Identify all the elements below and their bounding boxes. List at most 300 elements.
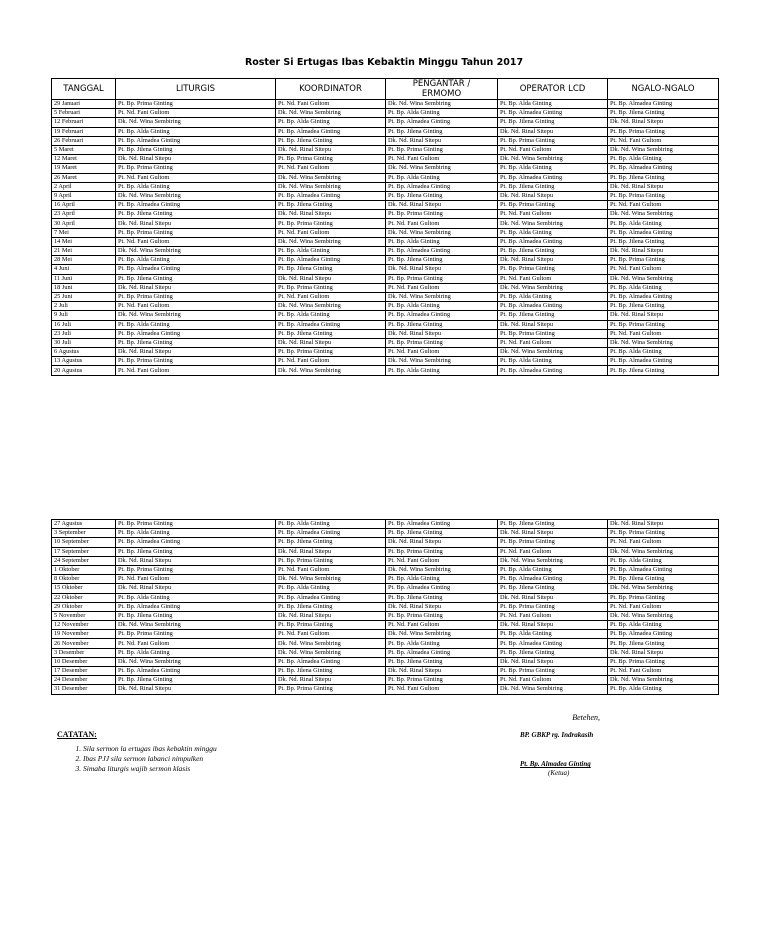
cell-pengantar: Dk. Nd. Rinal Sitepu — [386, 265, 498, 274]
table-row — [52, 100, 719, 109]
table-row — [52, 292, 719, 301]
cell-liturgis: Pt. Bp. Alda Ginting — [116, 182, 276, 191]
table-row — [52, 274, 719, 283]
cell-koordinator: Dk. Nd. Rinal Sitepu — [276, 210, 386, 219]
cell-tanggal: 28 Mei — [52, 256, 116, 265]
table-row — [52, 228, 719, 237]
cell-pengantar: Pt. Bp. Almadea Ginting — [386, 118, 498, 127]
table-row — [52, 320, 719, 329]
cell-tanggal: 20 Agustus — [52, 366, 116, 375]
table-row — [52, 145, 719, 154]
cell-pengantar: Pt. Bp. Jilena Ginting — [386, 191, 498, 200]
cell-tanggal: 6 Agustus — [52, 348, 116, 357]
cell-operator-lcd: Pt. Bp. Prima Ginting — [498, 329, 608, 338]
cell-koordinator: Dk. Nd. Rinal Sitepu — [276, 547, 386, 556]
cell-koordinator: Pt. Bp. Jilena Ginting — [276, 201, 386, 210]
cell-tanggal: 19 November — [52, 630, 116, 639]
cell-ngalo-ngalo: Pt. Bp. Almadea Ginting — [608, 292, 719, 301]
cell-liturgis: Pt. Bp. Prima Ginting — [116, 357, 276, 366]
cell-ngalo-ngalo: Pt. Bp. Jilena Ginting — [608, 302, 719, 311]
cell-pengantar: Pt. Bp. Prima Ginting — [386, 676, 498, 685]
cell-operator-lcd: Pt. Bp. Alda Ginting — [498, 630, 608, 639]
cell-pengantar: Pt. Bp. Almadea Ginting — [386, 311, 498, 320]
cell-tanggal: 3 September — [52, 529, 116, 538]
cell-koordinator: Pt. Nd. Fani Gultom — [276, 630, 386, 639]
cell-pengantar: Dk. Nd. Wina Sembiring — [386, 164, 498, 173]
cell-tanggal: 5 November — [52, 611, 116, 620]
cell-ngalo-ngalo: Pt. Bp. Alda Ginting — [608, 219, 719, 228]
table-row — [52, 338, 719, 347]
cell-koordinator: Pt. Bp. Almadea Ginting — [276, 320, 386, 329]
cell-operator-lcd: Pt. Bp. Alda Ginting — [498, 228, 608, 237]
table-row — [52, 547, 719, 556]
cell-tanggal: 27 Agustus — [52, 520, 116, 529]
cell-koordinator: Pt. Bp. Jilena Ginting — [276, 602, 386, 611]
cell-tanggal: 5 Februari — [52, 109, 116, 118]
cell-ngalo-ngalo: Pt. Bp. Almadea Ginting — [608, 100, 719, 109]
cell-koordinator: Dk. Nd. Wina Sembiring — [276, 639, 386, 648]
cell-tanggal: 3 Desember — [52, 648, 116, 657]
table-row — [52, 210, 719, 219]
cell-pengantar: Pt. Bp. Almadea Ginting — [386, 182, 498, 191]
cell-tanggal: 16 Juli — [52, 320, 116, 329]
cell-liturgis: Pt. Bp. Jilena Ginting — [116, 210, 276, 219]
table-row — [52, 584, 719, 593]
table-row — [52, 538, 719, 547]
cell-ngalo-ngalo: Dk. Nd. Wina Sembiring — [608, 611, 719, 620]
cell-koordinator: Pt. Bp. Almadea Ginting — [276, 529, 386, 538]
organization-name: BP. GBKP rg. Indrakasih — [520, 731, 594, 739]
table-row — [52, 366, 719, 375]
cell-pengantar: Pt. Bp. Prima Ginting — [386, 547, 498, 556]
table-row — [52, 155, 719, 164]
cell-pengantar: Pt. Bp. Prima Ginting — [386, 210, 498, 219]
cell-pengantar: Dk. Nd. Wina Sembiring — [386, 357, 498, 366]
cell-pengantar: Pt. Bp. Alda Ginting — [386, 302, 498, 311]
cell-tanggal: 9 April — [52, 191, 116, 200]
cell-tanggal: 5 Maret — [52, 145, 116, 154]
cell-ngalo-ngalo: Dk. Nd. Rinal Sitepu — [608, 648, 719, 657]
cell-operator-lcd: Dk. Nd. Rinal Sitepu — [498, 320, 608, 329]
table-row — [52, 164, 719, 173]
table-row — [52, 630, 719, 639]
table-row — [52, 556, 719, 565]
cell-ngalo-ngalo: Pt. Bp. Prima Ginting — [608, 191, 719, 200]
cell-pengantar: Pt. Nd. Fani Gultom — [386, 155, 498, 164]
cell-operator-lcd: Dk. Nd. Wina Sembiring — [498, 556, 608, 565]
cell-liturgis: Dk. Nd. Wina Sembiring — [116, 247, 276, 256]
cell-pengantar: Pt. Nd. Fani Gultom — [386, 283, 498, 292]
cell-operator-lcd: Dk. Nd. Rinal Sitepu — [498, 593, 608, 602]
cell-operator-lcd: Pt. Nd. Fani Gultom — [498, 547, 608, 556]
cell-koordinator: Dk. Nd. Wina Sembiring — [276, 575, 386, 584]
cell-tanggal: 17 Desember — [52, 667, 116, 676]
cell-operator-lcd: Pt. Bp. Jilena Ginting — [498, 648, 608, 657]
cell-tanggal: 12 Februari — [52, 118, 116, 127]
cell-operator-lcd: Dk. Nd. Rinal Sitepu — [498, 127, 608, 136]
note-item: 2. Ibas PJJ sila sermon labanci nimpulken — [83, 754, 217, 764]
cell-tanggal: 1 Oktober — [52, 565, 116, 574]
cell-koordinator: Dk. Nd. Rinal Sitepu — [276, 676, 386, 685]
table-row — [52, 357, 719, 366]
cell-koordinator: Dk. Nd. Wina Sembiring — [276, 648, 386, 657]
cell-pengantar: Pt. Bp. Almadea Ginting — [386, 247, 498, 256]
cell-liturgis: Pt. Bp. Alda Ginting — [116, 648, 276, 657]
cell-operator-lcd: Dk. Nd. Rinal Sitepu — [498, 191, 608, 200]
cell-koordinator: Pt. Bp. Prima Ginting — [276, 621, 386, 630]
cell-koordinator: Pt. Bp. Jilena Ginting — [276, 265, 386, 274]
cell-ngalo-ngalo: Pt. Bp. Alda Ginting — [608, 155, 719, 164]
cell-operator-lcd: Pt. Bp. Almadea Ginting — [498, 237, 608, 246]
cell-tanggal: 19 Februari — [52, 127, 116, 136]
cell-liturgis: Pt. Bp. Prima Ginting — [116, 630, 276, 639]
table-row — [52, 118, 719, 127]
cell-ngalo-ngalo: Dk. Nd. Wina Sembiring — [608, 145, 719, 154]
cell-pengantar: Dk. Nd. Rinal Sitepu — [386, 538, 498, 547]
cell-ngalo-ngalo: Pt. Bp. Almadea Ginting — [608, 565, 719, 574]
cell-tanggal: 26 November — [52, 639, 116, 648]
table-row — [52, 283, 719, 292]
cell-operator-lcd: Pt. Nd. Fani Gultom — [498, 338, 608, 347]
cell-tanggal: 14 Mei — [52, 237, 116, 246]
cell-pengantar: Pt. Bp. Jilena Ginting — [386, 657, 498, 666]
cell-tanggal: 26 Maret — [52, 173, 116, 182]
cell-ngalo-ngalo: Pt. Nd. Fani Gultom — [608, 201, 719, 210]
cell-ngalo-ngalo: Dk. Nd. Wina Sembiring — [608, 584, 719, 593]
cell-ngalo-ngalo: Pt. Bp. Prima Ginting — [608, 529, 719, 538]
cell-liturgis: Pt. Bp. Jilena Ginting — [116, 338, 276, 347]
cell-pengantar: Dk. Nd. Wina Sembiring — [386, 100, 498, 109]
cell-tanggal: 29 Januari — [52, 100, 116, 109]
cell-operator-lcd: Dk. Nd. Rinal Sitepu — [498, 529, 608, 538]
table-row — [52, 621, 719, 630]
cell-liturgis: Pt. Bp. Almadea Ginting — [116, 538, 276, 547]
cell-tanggal: 2 April — [52, 182, 116, 191]
cell-koordinator: Pt. Bp. Prima Ginting — [276, 556, 386, 565]
cell-liturgis: Pt. Bp. Alda Ginting — [116, 593, 276, 602]
cell-liturgis: Pt. Bp. Alda Ginting — [116, 256, 276, 265]
table-row — [52, 329, 719, 338]
cell-operator-lcd: Pt. Bp. Alda Ginting — [498, 565, 608, 574]
cell-operator-lcd: Pt. Bp. Prima Ginting — [498, 265, 608, 274]
cell-ngalo-ngalo: Pt. Bp. Jilena Ginting — [608, 575, 719, 584]
cell-ngalo-ngalo: Dk. Nd. Rinal Sitepu — [608, 118, 719, 127]
table-row — [52, 520, 719, 529]
cell-ngalo-ngalo: Pt. Nd. Fani Gultom — [608, 538, 719, 547]
cell-operator-lcd: Pt. Bp. Almadea Ginting — [498, 575, 608, 584]
table-row — [52, 593, 719, 602]
cell-ngalo-ngalo: Dk. Nd. Wina Sembiring — [608, 274, 719, 283]
cell-ngalo-ngalo: Dk. Nd. Rinal Sitepu — [608, 311, 719, 320]
cell-operator-lcd: Pt. Bp. Jilena Ginting — [498, 247, 608, 256]
table-row — [52, 529, 719, 538]
table-row — [52, 311, 719, 320]
cell-operator-lcd: Pt. Bp. Prima Ginting — [498, 136, 608, 145]
cell-ngalo-ngalo: Pt. Bp. Prima Ginting — [608, 127, 719, 136]
cell-tanggal: 7 Mei — [52, 228, 116, 237]
cell-tanggal: 17 September — [52, 547, 116, 556]
cell-operator-lcd: Pt. Bp. Jilena Ginting — [498, 584, 608, 593]
cell-liturgis: Dk. Nd. Rinal Sitepu — [116, 219, 276, 228]
cell-ngalo-ngalo: Dk. Nd. Rinal Sitepu — [608, 247, 719, 256]
cell-tanggal: 2 Juli — [52, 302, 116, 311]
cell-tanggal: 16 April — [52, 201, 116, 210]
cell-pengantar: Pt. Bp. Jilena Ginting — [386, 320, 498, 329]
cell-koordinator: Dk. Nd. Rinal Sitepu — [276, 611, 386, 620]
cell-pengantar: Dk. Nd. Wina Sembiring — [386, 292, 498, 301]
cell-tanggal: 19 Maret — [52, 164, 116, 173]
cell-liturgis: Dk. Nd. Rinal Sitepu — [116, 685, 276, 694]
cell-koordinator: Pt. Bp. Almadea Ginting — [276, 191, 386, 200]
cell-operator-lcd: Pt. Bp. Prima Ginting — [498, 201, 608, 210]
cell-pengantar: Pt. Bp. Alda Ginting — [386, 575, 498, 584]
cell-pengantar: Pt. Bp. Alda Ginting — [386, 173, 498, 182]
cell-operator-lcd: Pt. Bp. Jilena Ginting — [498, 118, 608, 127]
table-row — [52, 136, 719, 145]
table-row — [52, 348, 719, 357]
cell-koordinator: Pt. Bp. Jilena Ginting — [276, 329, 386, 338]
cell-liturgis: Pt. Bp. Almadea Ginting — [116, 602, 276, 611]
cell-ngalo-ngalo: Pt. Bp. Almadea Ginting — [608, 164, 719, 173]
cell-operator-lcd: Pt. Nd. Fani Gultom — [498, 274, 608, 283]
cell-pengantar: Pt. Bp. Jilena Ginting — [386, 256, 498, 265]
cell-liturgis: Dk. Nd. Rinal Sitepu — [116, 155, 276, 164]
cell-pengantar: Dk. Nd. Rinal Sitepu — [386, 602, 498, 611]
cell-tanggal: 13 Agustus — [52, 357, 116, 366]
cell-ngalo-ngalo: Pt. Bp. Alda Ginting — [608, 283, 719, 292]
cell-liturgis: Dk. Nd. Wina Sembiring — [116, 191, 276, 200]
cell-koordinator: Pt. Bp. Prima Ginting — [276, 219, 386, 228]
cell-pengantar: Pt. Nd. Fani Gultom — [386, 621, 498, 630]
cell-pengantar: Pt. Bp. Prima Ginting — [386, 145, 498, 154]
cell-liturgis: Pt. Bp. Prima Ginting — [116, 100, 276, 109]
table-row — [52, 685, 719, 694]
cell-operator-lcd: Pt. Bp. Prima Ginting — [498, 667, 608, 676]
cell-tanggal: 10 September — [52, 538, 116, 547]
table-row — [52, 201, 719, 210]
cell-operator-lcd: Pt. Nd. Fani Gultom — [498, 210, 608, 219]
cell-liturgis: Dk. Nd. Wina Sembiring — [116, 621, 276, 630]
cell-ngalo-ngalo: Pt. Bp. Prima Ginting — [608, 256, 719, 265]
cell-operator-lcd: Pt. Nd. Fani Gultom — [498, 611, 608, 620]
cell-koordinator: Pt. Bp. Prima Ginting — [276, 685, 386, 694]
table-row — [52, 109, 719, 118]
cell-ngalo-ngalo: Pt. Bp. Jilena Ginting — [608, 366, 719, 375]
cell-koordinator: Dk. Nd. Wina Sembiring — [276, 182, 386, 191]
header-tanggal: TANGGAL — [52, 79, 116, 100]
cell-pengantar: Pt. Nd. Fani Gultom — [386, 556, 498, 565]
cell-liturgis: Pt. Bp. Jilena Ginting — [116, 676, 276, 685]
cell-tanggal: 8 Oktober — [52, 575, 116, 584]
table-row — [52, 265, 719, 274]
table-row — [52, 247, 719, 256]
table-row — [52, 575, 719, 584]
cell-pengantar: Pt. Bp. Jilena Ginting — [386, 593, 498, 602]
cell-liturgis: Pt. Bp. Jilena Ginting — [116, 547, 276, 556]
signer-role: (Ketua) — [548, 769, 570, 777]
cell-ngalo-ngalo: Pt. Bp. Jilena Ginting — [608, 639, 719, 648]
cell-operator-lcd: Dk. Nd. Rinal Sitepu — [498, 657, 608, 666]
cell-tanggal: 24 September — [52, 556, 116, 565]
cell-ngalo-ngalo: Pt. Bp. Jilena Ginting — [608, 173, 719, 182]
cell-liturgis: Dk. Nd. Wina Sembiring — [116, 118, 276, 127]
cell-operator-lcd: Pt. Bp. Almadea Ginting — [498, 366, 608, 375]
cell-liturgis: Dk. Nd. Wina Sembiring — [116, 311, 276, 320]
cell-operator-lcd: Pt. Bp. Almadea Ginting — [498, 173, 608, 182]
cell-tanggal: 4 Juni — [52, 265, 116, 274]
cell-operator-lcd: Dk. Nd. Rinal Sitepu — [498, 621, 608, 630]
cell-ngalo-ngalo: Dk. Nd. Wina Sembiring — [608, 676, 719, 685]
table-row — [52, 256, 719, 265]
cell-koordinator: Pt. Bp. Almadea Ginting — [276, 593, 386, 602]
cell-tanggal: 25 Juni — [52, 292, 116, 301]
cell-tanggal: 15 Oktober — [52, 584, 116, 593]
table-row — [52, 302, 719, 311]
cell-ngalo-ngalo: Dk. Nd. Rinal Sitepu — [608, 182, 719, 191]
signer-name: Pt. Bp. Almadea Ginting — [520, 760, 591, 768]
cell-operator-lcd: Pt. Bp. Prima Ginting — [498, 538, 608, 547]
cell-operator-lcd: Pt. Bp. Alda Ginting — [498, 292, 608, 301]
cell-liturgis: Dk. Nd. Rinal Sitepu — [116, 283, 276, 292]
cell-pengantar: Pt. Bp. Alda Ginting — [386, 237, 498, 246]
cell-tanggal: 30 Juli — [52, 338, 116, 347]
cell-koordinator: Pt. Nd. Fani Gultom — [276, 357, 386, 366]
cell-ngalo-ngalo: Dk. Nd. Wina Sembiring — [608, 338, 719, 347]
header-koordinator: KOORDINATOR — [276, 79, 386, 100]
cell-liturgis: Pt. Bp. Almadea Ginting — [116, 201, 276, 210]
cell-koordinator: Pt. Bp. Almadea Ginting — [276, 657, 386, 666]
cell-liturgis: Pt. Bp. Prima Ginting — [116, 228, 276, 237]
cell-ngalo-ngalo: Pt. Nd. Fani Gultom — [608, 667, 719, 676]
cell-ngalo-ngalo: Dk. Nd. Rinal Sitepu — [608, 520, 719, 529]
cell-tanggal: 9 Juli — [52, 311, 116, 320]
cell-koordinator: Pt. Nd. Fani Gultom — [276, 292, 386, 301]
cell-operator-lcd: Pt. Bp. Jilena Ginting — [498, 311, 608, 320]
cell-tanggal: 23 April — [52, 210, 116, 219]
cell-pengantar: Dk. Nd. Rinal Sitepu — [386, 329, 498, 338]
cell-pengantar: Pt. Nd. Fani Gultom — [386, 348, 498, 357]
table-row — [52, 191, 719, 200]
cell-liturgis: Pt. Bp. Jilena Ginting — [116, 611, 276, 620]
cell-pengantar: Dk. Nd. Wina Sembiring — [386, 228, 498, 237]
cell-operator-lcd: Dk. Nd. Wina Sembiring — [498, 685, 608, 694]
cell-ngalo-ngalo: Pt. Nd. Fani Gultom — [608, 136, 719, 145]
cell-liturgis: Pt. Bp. Prima Ginting — [116, 520, 276, 529]
cell-pengantar: Dk. Nd. Rinal Sitepu — [386, 201, 498, 210]
cell-tanggal: 30 April — [52, 219, 116, 228]
cell-liturgis: Pt. Nd. Fani Gultom — [116, 109, 276, 118]
cell-tanggal: 12 November — [52, 621, 116, 630]
cell-ngalo-ngalo: Pt. Bp. Almadea Ginting — [608, 630, 719, 639]
cell-koordinator: Pt. Bp. Prima Ginting — [276, 155, 386, 164]
cell-liturgis: Pt. Nd. Fani Gultom — [116, 639, 276, 648]
cell-koordinator: Pt. Bp. Alda Ginting — [276, 584, 386, 593]
cell-liturgis: Pt. Bp. Almadea Ginting — [116, 136, 276, 145]
cell-pengantar: Pt. Bp. Prima Ginting — [386, 338, 498, 347]
cell-liturgis: Pt. Bp. Almadea Ginting — [116, 667, 276, 676]
cell-tanggal: 11 Juni — [52, 274, 116, 283]
header-operator-lcd: OPERATOR LCD — [498, 79, 608, 100]
cell-koordinator: Pt. Bp. Jilena Ginting — [276, 136, 386, 145]
cell-ngalo-ngalo: Pt. Bp. Alda Ginting — [608, 621, 719, 630]
cell-liturgis: Dk. Nd. Rinal Sitepu — [116, 348, 276, 357]
cell-liturgis: Pt. Bp. Jilena Ginting — [116, 145, 276, 154]
cell-liturgis: Pt. Bp. Alda Ginting — [116, 529, 276, 538]
cell-koordinator: Pt. Bp. Alda Ginting — [276, 118, 386, 127]
cell-operator-lcd: Pt. Bp. Alda Ginting — [498, 357, 608, 366]
cell-liturgis: Pt. Nd. Fani Gultom — [116, 366, 276, 375]
cell-tanggal: 10 Desember — [52, 657, 116, 666]
cell-operator-lcd: Dk. Nd. Wina Sembiring — [498, 155, 608, 164]
cell-pengantar: Pt. Bp. Alda Ginting — [386, 366, 498, 375]
table-row — [52, 639, 719, 648]
cell-operator-lcd: Pt. Bp. Almadea Ginting — [498, 109, 608, 118]
cell-ngalo-ngalo: Pt. Bp. Jilena Ginting — [608, 109, 719, 118]
cell-pengantar: Pt. Bp. Alda Ginting — [386, 639, 498, 648]
cell-liturgis: Dk. Nd. Rinal Sitepu — [116, 556, 276, 565]
cell-liturgis: Pt. Nd. Fani Gultom — [116, 302, 276, 311]
cell-liturgis: Pt. Bp. Prima Ginting — [116, 292, 276, 301]
cell-ngalo-ngalo: Pt. Bp. Prima Ginting — [608, 657, 719, 666]
table-row — [52, 602, 719, 611]
cell-operator-lcd: Dk. Nd. Wina Sembiring — [498, 283, 608, 292]
cell-koordinator: Pt. Bp. Prima Ginting — [276, 348, 386, 357]
cell-operator-lcd: Dk. Nd. Rinal Sitepu — [498, 256, 608, 265]
cell-liturgis: Pt. Bp. Alda Ginting — [116, 320, 276, 329]
cell-operator-lcd: Dk. Nd. Wina Sembiring — [498, 219, 608, 228]
cell-koordinator: Dk. Nd. Wina Sembiring — [276, 237, 386, 246]
cell-liturgis: Dk. Nd. Rinal Sitepu — [116, 584, 276, 593]
cell-liturgis: Pt. Bp. Alda Ginting — [116, 127, 276, 136]
table-row — [52, 173, 719, 182]
cell-pengantar: Pt. Nd. Fani Gultom — [386, 685, 498, 694]
cell-pengantar: Pt. Bp. Prima Ginting — [386, 274, 498, 283]
cell-operator-lcd: Dk. Nd. Wina Sembiring — [498, 348, 608, 357]
cell-operator-lcd: Pt. Bp. Almadea Ginting — [498, 639, 608, 648]
place-text: Betehen, — [572, 713, 600, 722]
cell-koordinator: Pt. Bp. Alda Ginting — [276, 247, 386, 256]
table-row — [52, 219, 719, 228]
cell-koordinator: Pt. Bp. Almadea Ginting — [276, 127, 386, 136]
cell-ngalo-ngalo: Pt. Bp. Prima Ginting — [608, 320, 719, 329]
cell-operator-lcd: Pt. Bp. Almadea Ginting — [498, 302, 608, 311]
cell-ngalo-ngalo: Pt. Bp. Prima Ginting — [608, 593, 719, 602]
cell-pengantar: Pt. Bp. Almadea Ginting — [386, 648, 498, 657]
roster-table-part1 — [51, 78, 719, 376]
cell-pengantar: Dk. Nd. Rinal Sitepu — [386, 136, 498, 145]
cell-koordinator: Pt. Nd. Fani Gultom — [276, 164, 386, 173]
cell-liturgis: Pt. Nd. Fani Gultom — [116, 237, 276, 246]
cell-tanggal: 18 Juni — [52, 283, 116, 292]
cell-ngalo-ngalo: Pt. Bp. Alda Ginting — [608, 685, 719, 694]
cell-operator-lcd: Pt. Nd. Fani Gultom — [498, 676, 608, 685]
cell-tanggal: 12 Maret — [52, 155, 116, 164]
cell-tanggal: 29 Oktober — [52, 602, 116, 611]
cell-liturgis: Dk. Nd. Wina Sembiring — [116, 657, 276, 666]
catatan-title: CATATAN: — [57, 730, 97, 739]
cell-koordinator: Pt. Nd. Fani Gultom — [276, 565, 386, 574]
table-row — [52, 657, 719, 666]
cell-liturgis: Pt. Bp. Prima Ginting — [116, 565, 276, 574]
table-row — [52, 611, 719, 620]
cell-koordinator: Pt. Bp. Alda Ginting — [276, 520, 386, 529]
cell-liturgis: Pt. Bp. Prima Ginting — [116, 164, 276, 173]
cell-liturgis: Pt. Nd. Fani Gultom — [116, 575, 276, 584]
cell-tanggal: 22 Oktober — [52, 593, 116, 602]
cell-ngalo-ngalo: Pt. Bp. Alda Ginting — [608, 348, 719, 357]
cell-liturgis: Pt. Bp. Almadea Ginting — [116, 329, 276, 338]
cell-operator-lcd: Pt. Bp. Jilena Ginting — [498, 520, 608, 529]
